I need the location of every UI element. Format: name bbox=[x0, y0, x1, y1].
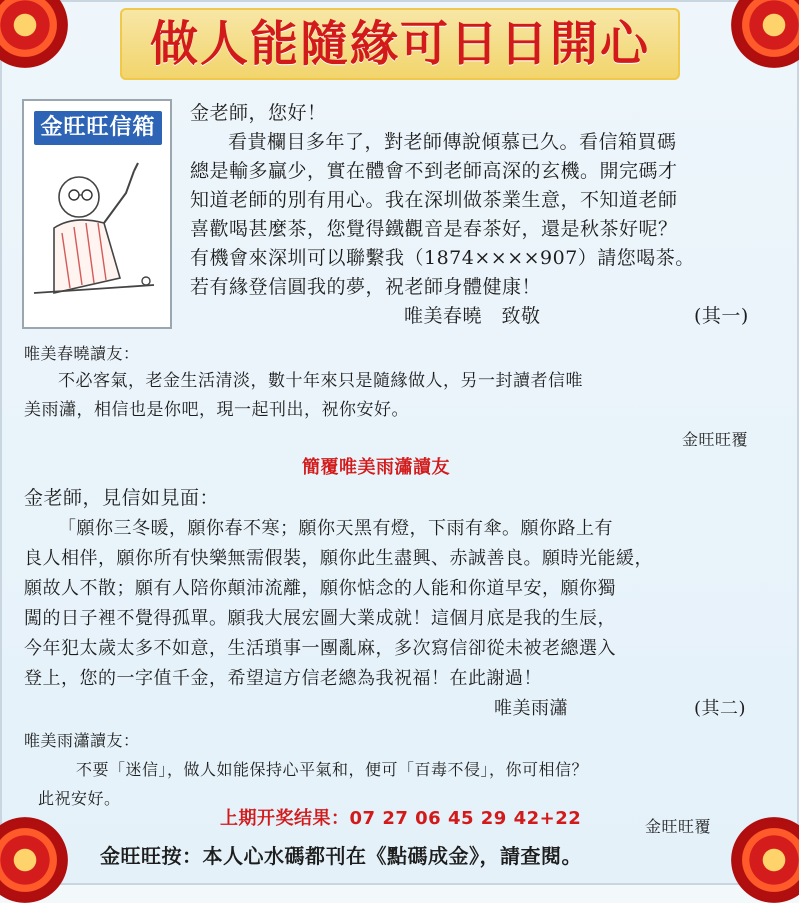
mailbox-panel bbox=[22, 99, 172, 329]
letter1-signoff: 唯美春曉 致敬 bbox=[404, 305, 541, 327]
letter1-line-3: 知道老師的別有用心。我在深圳做茶業生意，不知道老師 bbox=[190, 189, 678, 211]
letter2-salutation: 金老師，見信如見面： bbox=[24, 487, 220, 509]
reply1-line-2: 美雨瀟，相信也是你吧，現一起刊出，祝你安好。 bbox=[24, 400, 409, 420]
reply2-line-1: 不要「迷信」，做人如能保持心平氣和，便可「百毒不侵」，你可相信？ bbox=[76, 760, 589, 779]
letter1-number: (其一) bbox=[694, 305, 749, 327]
letter2-line-5: 今年犯太歲太多不如意，生活瑣事一團亂麻，多次寫信卻從未被老總選入 bbox=[24, 638, 616, 659]
letter1-line-6: 若有緣登信圓我的夢，祝老師身體健康！ bbox=[190, 276, 542, 298]
letter2-signoff: 唯美雨瀟 bbox=[494, 698, 568, 719]
ornament-top-right bbox=[731, 0, 799, 68]
reply2-salutation: 唯美雨瀟讀友： bbox=[24, 731, 140, 750]
reply1-salutation: 唯美春曉讀友： bbox=[24, 344, 140, 363]
letter1-line-5: 有機會來深圳可以聯繫我（1874××××907）請您喝茶。 bbox=[190, 247, 695, 269]
letter2-line-3: 願故人不散；願有人陪你顛沛流離，願你惦念的人能和你道早安，願你獨 bbox=[24, 578, 616, 599]
title-band bbox=[120, 8, 680, 80]
letter1-line-2: 總是輸多贏少，實在體會不到老師高深的玄機。開完碼才 bbox=[190, 160, 678, 182]
previous-results: 上期开奖结果：07 27 06 45 29 42+22 bbox=[220, 808, 582, 829]
ornament-bottom-right bbox=[731, 817, 799, 903]
letter1-line-4: 喜歡喝甚麼茶，您覺得鐵觀音是春茶好，還是秋茶好呢？ bbox=[190, 218, 678, 240]
reply1-line-1: 不必客氣，老金生活清淡，數十年來只是隨緣做人，另一封讀者信唯 bbox=[58, 371, 583, 391]
page-title: 做人能隨緣可日日開心 bbox=[149, 16, 650, 72]
teacher-illustration bbox=[34, 153, 162, 321]
footer-note: 金旺旺按：本人心水碼都刊在《點碼成金》，請查閱。 bbox=[100, 844, 582, 868]
ornament-top-left bbox=[0, 0, 68, 68]
reply2-signoff: 金旺旺覆 bbox=[645, 817, 712, 836]
letter2-number: (其二) bbox=[694, 698, 747, 719]
letter2-line-6: 登上，您的一字值千金，希望這方信老總為我祝福！在此謝過！ bbox=[24, 668, 542, 689]
section-heading: 簡覆唯美雨瀟讀友 bbox=[302, 457, 450, 478]
reply1-signoff: 金旺旺覆 bbox=[682, 430, 749, 449]
letter2-line-1: 「願你三冬暖，願你春不寒；願你天黑有燈，下雨有傘。願你路上有 bbox=[58, 518, 613, 539]
letter2-line-2: 良人相伴，願你所有快樂無需假裝，願你此生盡興、赤誠善良。願時光能緩， bbox=[24, 548, 653, 569]
mailbox-label: 金旺旺信箱 bbox=[34, 111, 162, 145]
letter1-salutation: 金老師，您好！ bbox=[190, 102, 327, 124]
ornament-bottom-left bbox=[0, 817, 68, 903]
letter2-line-4: 闖的日子裡不覺得孤單。願我大展宏圖大業成就！這個月底是我的生辰， bbox=[24, 608, 616, 629]
letter1-line-1: 看貴欄目多年了，對老師傳說傾慕已久。看信箱買碼 bbox=[228, 131, 677, 153]
reply2-line-2: 此祝安好。 bbox=[38, 789, 121, 808]
